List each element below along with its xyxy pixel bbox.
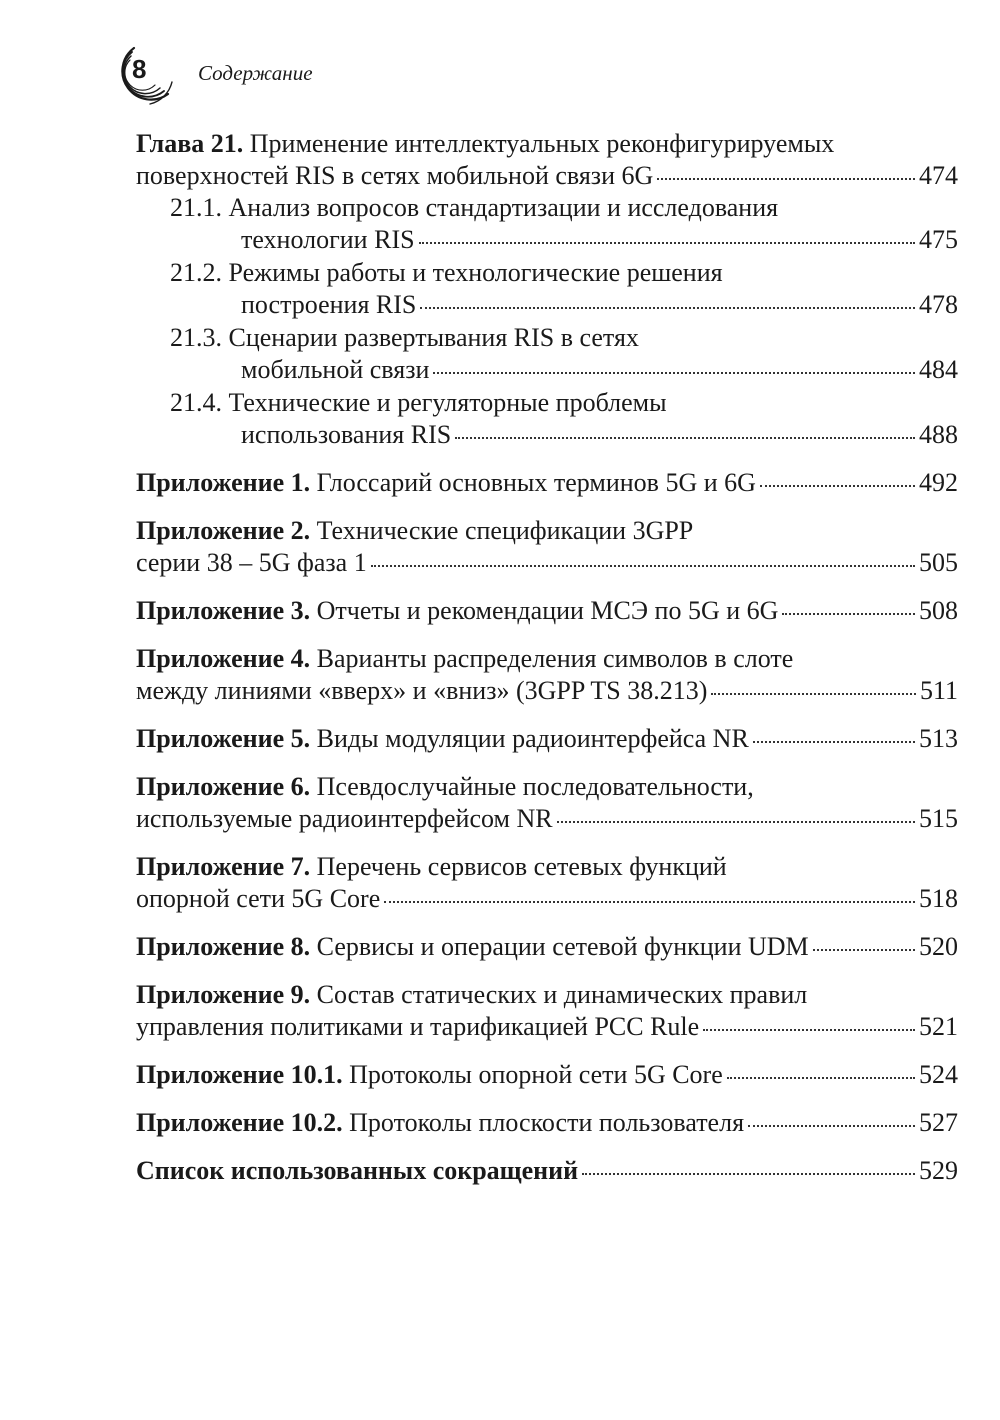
toc-entry-lead: Приложение 10.2. bbox=[136, 1108, 343, 1137]
dot-leader bbox=[657, 178, 915, 180]
subsection-title-line1: Анализ вопросов стандартизации и исследования bbox=[228, 193, 779, 222]
toc-entry-appendix-1[interactable] bbox=[136, 467, 958, 499]
dot-leader bbox=[371, 565, 915, 567]
toc-entry-title: Глоссарий основных терминов 5G и 6G bbox=[316, 468, 756, 497]
toc-page-number: 511 bbox=[919, 676, 958, 705]
toc-page-number: 492 bbox=[919, 468, 958, 497]
subsection-title-line2: использования RIS bbox=[241, 420, 452, 449]
toc-entry-title: Сервисы и операции сетевой функции UDM bbox=[316, 932, 809, 961]
toc-entry-title: Список использованных сокращений bbox=[136, 1156, 579, 1185]
toc-entry-title: Протоколы опорной сети 5G Core bbox=[349, 1060, 723, 1089]
page-number: 8 bbox=[132, 54, 147, 84]
toc-entry-lead: Приложение 7. bbox=[136, 852, 311, 881]
toc-page-number: 488 bbox=[919, 420, 958, 449]
toc-entry-title-line2: используемые радиоинтерфейсом NR bbox=[136, 804, 553, 833]
dot-leader bbox=[419, 242, 915, 244]
subsection-number: 21.3. bbox=[170, 323, 222, 352]
toc-entry-title: Отчеты и рекомендации МСЭ по 5G и 6G bbox=[316, 596, 779, 625]
toc-entry-title-line2: поверхностей RIS в сетях мобильной связи 6G bbox=[136, 161, 654, 190]
toc-entry-appendix-2[interactable] bbox=[136, 515, 958, 579]
toc-entry-appendix-8[interactable] bbox=[136, 931, 958, 963]
toc-page-number: 521 bbox=[919, 1012, 958, 1041]
dot-leader bbox=[760, 485, 915, 487]
toc-entry-lead: Приложение 9. bbox=[136, 980, 311, 1009]
toc-entry-lead: Приложение 4. bbox=[136, 644, 311, 673]
toc-entry-lead: Глава 21. bbox=[136, 129, 244, 158]
dot-leader bbox=[782, 613, 915, 615]
toc-subsection-21-4[interactable] bbox=[136, 387, 958, 451]
toc-entry-title-line2: между линиями «вверх» и «вниз» (3GPP TS 38.213) bbox=[136, 676, 708, 705]
toc-page-number: 529 bbox=[919, 1156, 958, 1185]
toc-entry-title: Протоколы плоскости пользователя bbox=[349, 1108, 745, 1137]
dot-leader bbox=[703, 1029, 915, 1031]
toc-entry-appendix-5[interactable] bbox=[136, 723, 958, 755]
dot-leader bbox=[420, 307, 915, 309]
toc-page-number: 520 bbox=[919, 932, 958, 961]
subsection-number: 21.4. bbox=[170, 388, 222, 417]
dot-leader bbox=[557, 821, 915, 823]
toc-entry-title-line2: серии 38 – 5G фаза 1 bbox=[136, 548, 367, 577]
dot-leader bbox=[433, 372, 915, 374]
toc-subsection-list bbox=[136, 192, 958, 451]
toc-entry-appendix-9[interactable] bbox=[136, 979, 958, 1043]
toc-entry-lead: Приложение 3. bbox=[136, 596, 311, 625]
toc-entry-appendix-6[interactable] bbox=[136, 771, 958, 835]
dot-leader bbox=[384, 901, 915, 903]
toc-entry-title: Виды модуляции радиоинтерфейса NR bbox=[316, 724, 749, 753]
dot-leader bbox=[753, 741, 915, 743]
running-header-title: Содержание bbox=[198, 61, 313, 85]
toc-subsection-21-1[interactable] bbox=[136, 192, 958, 256]
dot-leader bbox=[813, 949, 915, 951]
subsection-number: 21.1. bbox=[170, 193, 222, 222]
toc-entry-title-line1: Состав статических и динамических правил bbox=[316, 980, 808, 1009]
dot-leader bbox=[711, 693, 916, 695]
toc-page-number: 474 bbox=[919, 161, 958, 190]
toc-page-number: 478 bbox=[919, 290, 958, 319]
toc-entry-lead: Приложение 5. bbox=[136, 724, 311, 753]
toc-entry-lead: Приложение 1. bbox=[136, 468, 311, 497]
toc-entry-lead: Приложение 2. bbox=[136, 516, 311, 545]
running-header bbox=[104, 42, 404, 112]
dot-leader bbox=[727, 1077, 915, 1079]
toc-entry-title-line1: Применение интеллектуальных реконфигурируемых bbox=[249, 129, 835, 158]
toc-page-number: 518 bbox=[919, 884, 958, 913]
toc-subsection-21-3[interactable] bbox=[136, 322, 958, 386]
subsection-title-line1: Технические и регуляторные проблемы bbox=[228, 388, 667, 417]
toc-page-number: 505 bbox=[919, 548, 958, 577]
toc-page-number: 475 bbox=[919, 225, 958, 254]
toc-entry-appendix-10-1[interactable] bbox=[136, 1059, 958, 1091]
dot-leader bbox=[582, 1173, 915, 1175]
toc-entry-title-line2: опорной сети 5G Core bbox=[136, 884, 381, 913]
toc-page-number: 527 bbox=[919, 1108, 958, 1137]
toc-subsection-21-2[interactable] bbox=[136, 257, 958, 321]
toc-entry-appendix-7[interactable] bbox=[136, 851, 958, 915]
toc-entry-title-line1: Технические спецификации 3GPP bbox=[316, 516, 694, 545]
subsection-title-line1: Сценарии развертывания RIS в сетях bbox=[228, 323, 639, 352]
toc-entry-lead: Приложение 10.1. bbox=[136, 1060, 343, 1089]
toc-entry-title-line1: Варианты распределения символов в слоте bbox=[316, 644, 794, 673]
toc-page-number: 524 bbox=[919, 1060, 958, 1089]
subsection-title-line2: технологии RIS bbox=[241, 225, 415, 254]
toc-entry-title-line1: Перечень сервисов сетевых функций bbox=[316, 852, 727, 881]
toc-entry-lead: Приложение 8. bbox=[136, 932, 311, 961]
toc-entry-appendix-3[interactable] bbox=[136, 595, 958, 627]
toc-entry-abbreviations[interactable] bbox=[136, 1155, 958, 1187]
subsection-title-line2: мобильной связи bbox=[241, 355, 430, 384]
toc-page-number: 515 bbox=[919, 804, 958, 833]
dot-leader bbox=[748, 1125, 915, 1127]
toc-page-number: 484 bbox=[919, 355, 958, 384]
toc-entry-title-line1: Псевдослучайные последовательности, bbox=[316, 772, 754, 801]
toc-entry-appendix-4[interactable] bbox=[136, 643, 958, 707]
subsection-number: 21.2. bbox=[170, 258, 222, 287]
subsection-title-line2: построения RIS bbox=[241, 290, 417, 319]
toc-entry-appendix-10-2[interactable] bbox=[136, 1107, 958, 1139]
toc-entry-lead: Приложение 6. bbox=[136, 772, 311, 801]
toc-entry-title-line2: управления политиками и тарификацией PCC Rule bbox=[136, 1012, 700, 1041]
toc-entry-chapter-21[interactable] bbox=[136, 128, 958, 192]
toc-page-number: 513 bbox=[919, 724, 958, 753]
table-of-contents bbox=[136, 128, 958, 1203]
dot-leader bbox=[455, 437, 915, 439]
subsection-title-line1: Режимы работы и технологические решения bbox=[228, 258, 723, 287]
toc-page-number: 508 bbox=[919, 596, 958, 625]
